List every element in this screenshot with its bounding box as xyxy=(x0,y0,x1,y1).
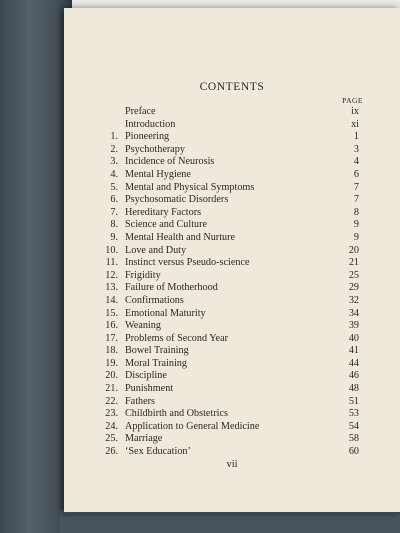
chapter-page-number: 53 xyxy=(348,408,359,420)
contents-entry xyxy=(0,182,400,195)
chapter-title: Science and Culture xyxy=(125,219,208,231)
chapter-title: Marriage xyxy=(125,433,163,445)
chapter-title: Frigidity xyxy=(125,269,161,281)
contents-entry xyxy=(0,295,400,308)
chapter-number: 22. xyxy=(105,395,118,407)
contents-entry xyxy=(0,396,400,409)
chapter-title: ‘Sex Education’ xyxy=(125,446,191,458)
chapter-page-number: 58 xyxy=(348,433,359,445)
contents-list xyxy=(0,106,400,459)
chapter-title: Mental Health and Nurture xyxy=(125,231,236,243)
chapter-page-number: ix xyxy=(351,106,359,117)
contents-entry xyxy=(0,245,400,258)
chapter-number: 4. xyxy=(110,168,118,180)
chapter-title: Application to General Medicine xyxy=(125,420,260,432)
chapter-number: 14. xyxy=(105,294,118,306)
chapter-page-number: 48 xyxy=(348,383,359,395)
contents-entry xyxy=(0,194,400,207)
chapter-page-number: 7 xyxy=(353,194,359,206)
contents-entry xyxy=(0,270,400,283)
chapter-title: Psychosomatic Disorders xyxy=(125,194,229,206)
chapter-number: 17. xyxy=(105,332,118,344)
chapter-number: 26. xyxy=(105,446,118,458)
chapter-number: 20. xyxy=(105,370,118,382)
chapter-number: 9. xyxy=(110,231,118,243)
contents-entry xyxy=(0,345,400,358)
chapter-page-number: 6 xyxy=(353,168,359,180)
chapter-title: Emotional Maturity xyxy=(125,307,206,319)
contents-entry xyxy=(0,383,400,396)
contents-entry xyxy=(0,320,400,333)
chapter-title: Weaning xyxy=(125,320,161,332)
chapter-page-number: 32 xyxy=(348,294,359,306)
chapter-number: 16. xyxy=(105,320,118,332)
chapter-page-number: 41 xyxy=(348,345,359,357)
contents-entry xyxy=(0,106,400,119)
chapter-number: 2. xyxy=(110,143,118,155)
chapter-page-number: 39 xyxy=(348,320,359,332)
chapter-page-number: 1 xyxy=(353,131,359,143)
chapter-title: Introduction xyxy=(125,118,176,130)
contents-title: CONTENTS xyxy=(199,81,265,93)
chapter-title: Failure of Motherhood xyxy=(125,282,218,294)
contents-entry xyxy=(0,219,400,232)
chapter-page-number: 21 xyxy=(348,257,359,269)
chapter-title: Confirmations xyxy=(125,294,184,306)
chapter-number: 13. xyxy=(105,282,118,294)
chapter-page-number: 8 xyxy=(353,206,359,218)
contents-entry xyxy=(0,333,400,346)
contents-entry xyxy=(0,144,400,157)
chapter-page-number: 7 xyxy=(353,181,359,193)
chapter-page-number: 54 xyxy=(348,420,359,432)
chapter-page-number: 25 xyxy=(348,269,359,281)
chapter-page-number: 60 xyxy=(348,446,359,458)
contents-entry xyxy=(0,131,400,144)
chapter-number: 3. xyxy=(110,156,118,168)
chapter-number: 24. xyxy=(105,420,118,432)
chapter-number: 10. xyxy=(105,244,118,256)
contents-entry xyxy=(0,421,400,434)
chapter-number: 12. xyxy=(105,269,118,281)
chapter-page-number: xi xyxy=(351,118,359,130)
chapter-title: Preface xyxy=(125,106,156,117)
chapter-page-number: 9 xyxy=(353,231,359,243)
chapter-title: Childbirth and Obstetrics xyxy=(125,408,228,420)
chapter-page-number: 51 xyxy=(348,395,359,407)
chapter-title: Punishment xyxy=(125,383,174,395)
contents-entry xyxy=(0,433,400,446)
contents-entry xyxy=(0,257,400,270)
chapter-title: Instinct versus Pseudo-science xyxy=(125,257,250,269)
contents-entry xyxy=(0,358,400,371)
chapter-title: Mental Hygiene xyxy=(125,168,191,180)
chapter-number: 15. xyxy=(105,307,118,319)
chapter-title: Mental and Physical Symptoms xyxy=(125,181,255,193)
chapter-title: Discipline xyxy=(125,370,167,382)
chapter-page-number: 40 xyxy=(348,332,359,344)
contents-entry xyxy=(0,370,400,383)
chapter-page-number: 44 xyxy=(348,357,359,369)
chapter-number: 18. xyxy=(105,345,118,357)
chapter-title: Love and Duty xyxy=(125,244,187,256)
page-folio: vii xyxy=(226,459,238,470)
chapter-number: 21. xyxy=(105,383,118,395)
chapter-title: Incidence of Neurosis xyxy=(125,156,215,168)
chapter-number: 11. xyxy=(105,257,118,269)
chapter-number: 8. xyxy=(110,219,118,231)
contents-entry xyxy=(0,207,400,220)
contents-entry xyxy=(0,119,400,132)
chapter-title: Pioneering xyxy=(125,131,170,143)
chapter-page-number: 29 xyxy=(348,282,359,294)
chapter-title: Moral Training xyxy=(125,357,187,369)
contents-entry xyxy=(0,408,400,421)
chapter-number: 23. xyxy=(105,408,118,420)
chapter-title: Hereditary Factors xyxy=(125,206,202,218)
chapter-title: Fathers xyxy=(125,395,155,407)
chapter-page-number: 34 xyxy=(348,307,359,319)
contents-entry xyxy=(0,446,400,459)
chapter-page-number: 3 xyxy=(353,143,359,155)
chapter-page-number: 46 xyxy=(348,370,359,382)
chapter-number: 25. xyxy=(105,433,118,445)
chapter-number: 7. xyxy=(110,206,118,218)
chapter-number: 19. xyxy=(105,357,118,369)
chapter-page-number: 20 xyxy=(348,244,359,256)
chapter-page-number: 4 xyxy=(353,156,359,168)
chapter-title: Problems of Second Year xyxy=(125,332,228,344)
contents-entry xyxy=(0,308,400,321)
contents-entry xyxy=(0,282,400,295)
page-column-header: PAGE xyxy=(342,96,363,105)
chapter-number: 6. xyxy=(110,194,118,206)
contents-entry xyxy=(0,232,400,245)
chapter-number: 5. xyxy=(110,181,118,193)
chapter-page-number: 9 xyxy=(353,219,359,231)
chapter-title: Bowel Training xyxy=(125,345,189,357)
contents-entry xyxy=(0,169,400,182)
chapter-number: 1. xyxy=(110,131,118,143)
chapter-title: Psychotherapy xyxy=(125,143,185,155)
contents-entry xyxy=(0,156,400,169)
